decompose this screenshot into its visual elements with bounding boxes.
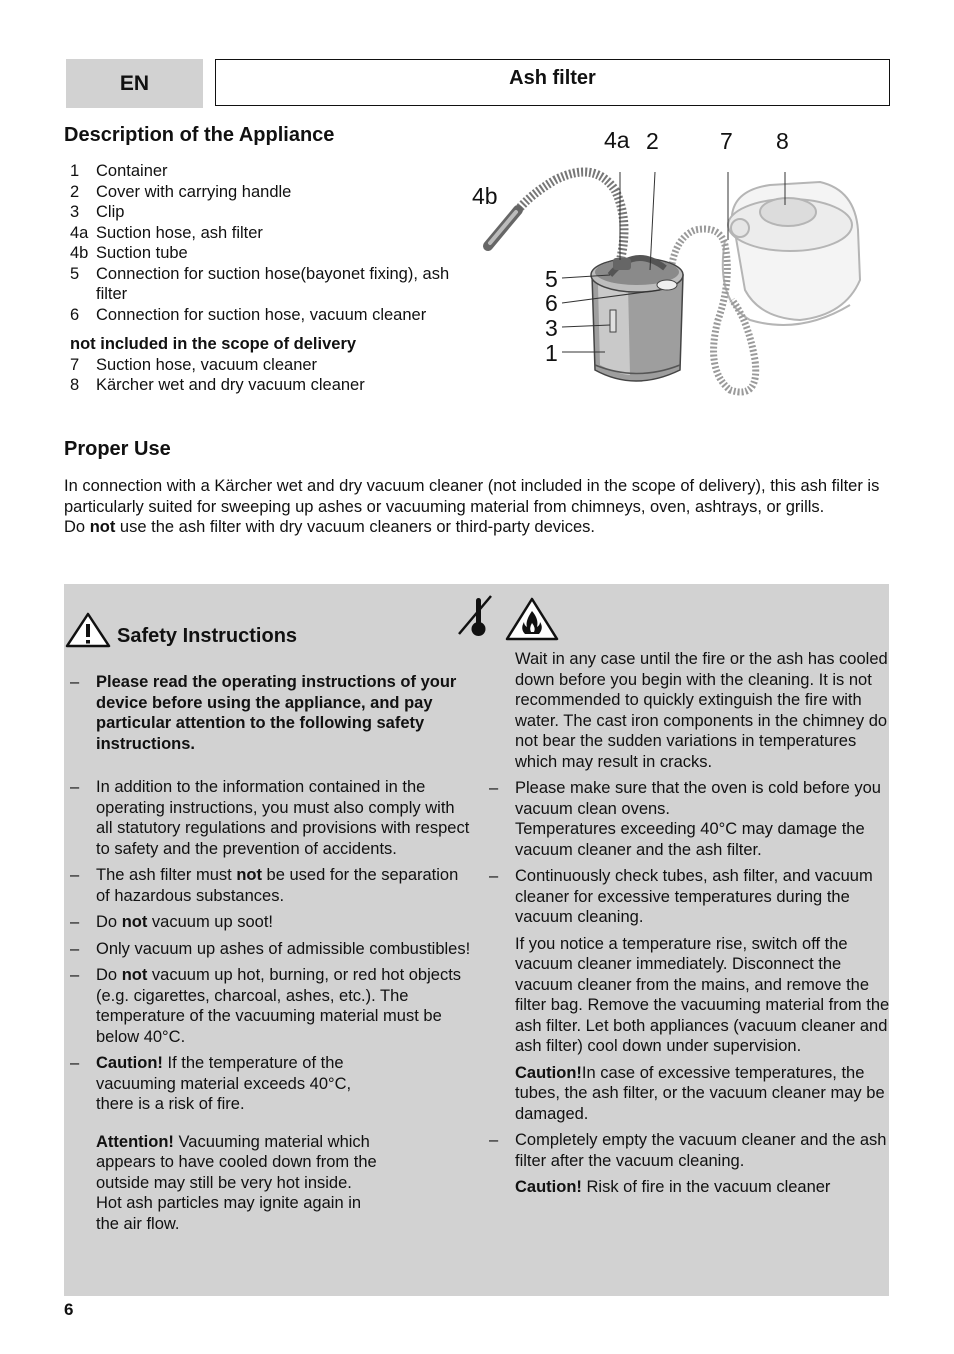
figure-label: 4a xyxy=(604,127,630,153)
legend-item xyxy=(70,202,465,223)
safety-heading: Safety Instructions xyxy=(117,625,298,647)
proper-use-text xyxy=(64,476,889,538)
legend-number: 8 xyxy=(70,376,80,394)
safety-item xyxy=(483,778,893,860)
safety-item xyxy=(483,1130,893,1171)
figure-label: 1 xyxy=(545,340,558,366)
text-span: Temperatures exceeding 40°C may damage the vacuum cleaner and the ash filter. xyxy=(515,820,865,859)
text-span: Do xyxy=(64,518,90,536)
text-span: Risk of fire in the vacuum cleaner xyxy=(581,1178,831,1196)
safety-item-text xyxy=(96,1053,386,1115)
bullet-dash: – xyxy=(489,1131,499,1149)
language-label: EN xyxy=(119,71,150,95)
vacuum-cleaner-illustration xyxy=(723,182,860,325)
legend-item xyxy=(70,243,465,264)
text-span: Vacuuming material which appears to have cooled down from the outside may still be very hot inside. Hot ash particles may ignite again in the air flow. xyxy=(96,1132,377,1233)
emphasis: Attention! xyxy=(96,1132,174,1151)
safety-item xyxy=(64,777,474,859)
safety-item-text: In addition to the information contained in the operating instructions, you must also comply with all statutory regulations and provisions with respect to safety and the prevention of accidents. xyxy=(96,778,470,858)
legend-item xyxy=(70,161,465,182)
safety-item-text xyxy=(96,965,474,1047)
legend-number: 3 xyxy=(70,203,80,221)
safety-item xyxy=(64,1053,474,1115)
legend-text: Connection for suction hose(bayonet fixing), ash filter xyxy=(96,264,450,303)
description-heading: Description of the Appliance xyxy=(64,124,335,146)
legend-text: Suction tube xyxy=(96,244,188,262)
text-span: use the ash filter with dry vacuum cleaners or third-party devices. xyxy=(115,518,595,536)
caution-note xyxy=(515,1177,893,1198)
text-span: The ash filter must xyxy=(96,866,237,884)
safety-item xyxy=(64,865,474,906)
emphasis: not xyxy=(89,518,116,536)
appliance-diagram xyxy=(470,120,895,410)
section-title-box xyxy=(215,59,890,106)
legend-number: 4a xyxy=(70,223,89,242)
section-title: Ash filter xyxy=(509,67,596,89)
legend-item xyxy=(70,182,465,203)
legend-number: 7 xyxy=(70,355,80,374)
figure-label: 7 xyxy=(720,128,733,154)
legend-number: 5 xyxy=(70,264,80,283)
emphasis: Caution! xyxy=(96,1054,163,1072)
safety-right-column xyxy=(483,649,893,1198)
ash-filter-hose-illustration xyxy=(518,172,624,262)
legend-item xyxy=(70,305,465,326)
legend-text: Clip xyxy=(96,203,125,221)
bullet-dash: – xyxy=(489,779,499,797)
legend-number: 6 xyxy=(70,305,80,324)
text-span: In case of excessive temperatures, the tubes, the ash filter, or the vacuum cleaner may be damaged. xyxy=(515,1063,885,1123)
text-span: Please make sure that the oven is cold before you vacuum clean ovens. xyxy=(515,779,881,818)
safety-item-text: Please read the operating instructions of your device before using the appliance, and pay particular attention to the following safety instructions. xyxy=(96,673,457,753)
legend-item xyxy=(70,223,465,244)
legend-number: 2 xyxy=(70,182,80,201)
emphasis: Caution! xyxy=(515,1063,582,1082)
safety-item-text: Only vacuum up ashes of admissible combustibles! xyxy=(96,939,471,958)
figure-label: 6 xyxy=(545,290,558,316)
legend-item xyxy=(70,375,465,396)
caution-note xyxy=(515,1063,893,1125)
legend-text: Kärcher wet and dry vacuum cleaner xyxy=(96,376,365,394)
text-span: If the temperature of the vacuuming material exceeds 40°C, there is a risk of fire. xyxy=(96,1054,352,1113)
warning-icon xyxy=(65,612,111,648)
parts-legend xyxy=(70,161,465,396)
safety-item xyxy=(483,866,893,928)
legend-item xyxy=(70,264,465,305)
bullet-dash: – xyxy=(70,913,80,931)
safety-item-text xyxy=(96,912,474,933)
legend-text: Connection for suction hose, vacuum cleaner xyxy=(96,305,427,324)
emphasis: not xyxy=(121,913,148,931)
safety-item-text xyxy=(515,778,893,860)
fire-cooldown-paragraph: Wait in any case until the fire or the ash has cooled down before you begin with the cleaning. It is not recommended to quickly extinguish the fire with water. The cast iron components in the chimney do not bear the sudden variations in temperatures which may result in cracks. xyxy=(515,650,888,771)
text-span: vacuum up hot, burning, or red hot objects (e.g. cigarettes, charcoal, ashes, etc.). The temperature of the vacuuming material must be below 40°C. xyxy=(96,966,462,1046)
page-number: 6 xyxy=(64,1300,74,1319)
temperature-rise-paragraph: If you notice a temperature rise, switch off the vacuum cleaner immediately. Disconnect the vacuum cleaner from the mains, and remove the filter bag. Remove the vacuuming material from the ash filter. Let both appliances (vacuum cleaner and ash filter) cool down under supervision. xyxy=(515,934,890,1055)
emphasis: Caution! xyxy=(515,1178,582,1196)
legend-text: Cover with carrying handle xyxy=(96,182,292,201)
safety-item-text: Continuously check tubes, ash filter, and vacuum cleaner for excessive temperatures during the vacuum cleaning. xyxy=(515,867,873,926)
legend-text: Suction hose, ash filter xyxy=(96,223,263,242)
figure-label: 5 xyxy=(545,266,558,292)
text-span: Do xyxy=(96,966,122,984)
text-span: Do xyxy=(96,913,122,931)
safety-item xyxy=(64,912,474,933)
legend-number: 1 xyxy=(70,162,80,180)
figure-label: 8 xyxy=(776,128,789,154)
proper-use-note xyxy=(64,517,889,538)
bullet-dash: – xyxy=(70,1054,80,1072)
safety-item xyxy=(64,939,474,960)
proper-use-paragraph: In connection with a Kärcher wet and dry vacuum cleaner (not included in the scope of delivery), this ash filter is particularly suited for sweeping up ashes or vacuuming material from chimneys, oven, ashtrays, or grills. xyxy=(64,477,880,516)
safety-item xyxy=(64,965,474,1047)
text-span: vacuum up soot! xyxy=(147,913,273,931)
attention-note xyxy=(96,1132,381,1235)
ash-container-illustration xyxy=(591,258,683,381)
legend-number: 4b xyxy=(70,244,89,262)
safety-item xyxy=(64,672,474,754)
legend-text: Suction hose, vacuum cleaner xyxy=(96,355,318,374)
language-tab xyxy=(66,59,203,108)
bullet-dash: – xyxy=(489,867,499,885)
emphasis: not xyxy=(121,966,148,984)
bullet-dash: – xyxy=(70,673,80,691)
legend-item xyxy=(70,355,465,376)
emphasis: not xyxy=(236,866,262,884)
bullet-dash: – xyxy=(70,939,80,958)
safety-item-text: Completely empty the vacuum cleaner and the ash filter after the vacuum cleaning. xyxy=(515,1131,887,1170)
text-span: be used for the separation of hazardous substances. xyxy=(96,866,459,905)
legend-subheading: not included in the scope of delivery xyxy=(70,335,357,353)
fire-warning-icon xyxy=(505,597,559,641)
figure-label: 4b xyxy=(472,183,498,209)
figure-label: 3 xyxy=(545,315,558,341)
figure-label: 2 xyxy=(646,128,659,154)
hot-temperature-icon xyxy=(455,594,495,640)
proper-use-heading: Proper Use xyxy=(64,438,171,460)
safety-item-text xyxy=(96,865,474,906)
bullet-dash: – xyxy=(70,778,80,796)
safety-left-column xyxy=(64,672,474,1234)
bullet-dash: – xyxy=(70,966,80,984)
legend-text: Container xyxy=(96,162,168,180)
bullet-dash: – xyxy=(70,866,80,884)
